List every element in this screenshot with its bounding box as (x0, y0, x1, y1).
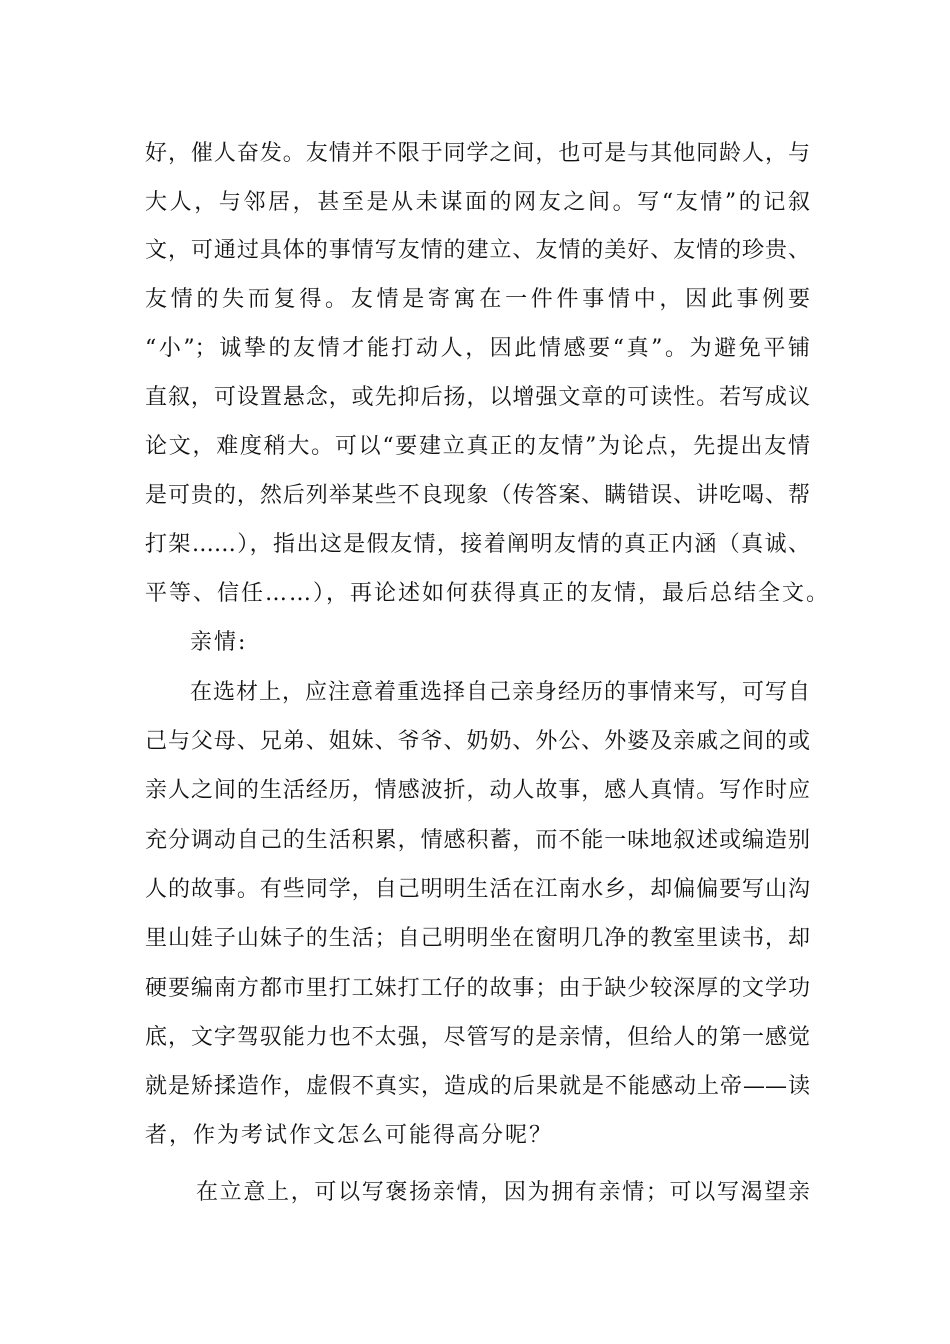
text-line-20: 就是矫揉造作，虚假不真实，造成的后果就是不能感动上帝——读 (145, 1074, 810, 1099)
text-line-18: 硬要编南方都市里打工妹打工仔的故事；由于缺少较深厚的文学功 (145, 976, 810, 1001)
text-line-4: 友情的失而复得。友情是寄寓在一件件事情中，因此事例要 (145, 287, 810, 312)
text-line-10: 平等、信任……），再论述如何获得真正的友情，最后总结全文。 (145, 581, 831, 606)
text-line-22: 在立意上，可以写褒扬亲情，因为拥有亲情；可以写渴望亲 (196, 1180, 810, 1205)
text-line-3: 文，可通过具体的事情写友情的建立、友情的美好、友情的珍贵、 (145, 238, 810, 263)
section-heading-kinship: 亲情: (190, 630, 248, 655)
text-line-21: 者，作为考试作文怎么可能得高分呢？ (145, 1123, 554, 1148)
text-line-5: “小”；诚挚的友情才能打动人，因此情感要“真”。为避免平铺 (145, 336, 810, 361)
text-line-17: 里山娃子山妹子的生活；自己明明坐在窗明几净的教室里读书，却 (145, 926, 810, 951)
text-line-2: 大人，与邻居，甚至是从未谋面的网友之间。写“友情”的记叙 (145, 190, 810, 215)
text-line-15: 充分调动自己的生活积累，情感积蓄，而不能一味地叙述或编造别 (145, 828, 810, 853)
text-line-1: 好，催人奋发。友情并不限于同学之间，也可是与其他同龄人，与 (145, 141, 810, 166)
text-line-6: 直叙，可设置悬念，或先抑后扬，以增强文章的可读性。若写成议 (145, 385, 810, 410)
text-line-13: 己与父母、兄弟、姐妹、爷爷、奶奶、外公、外婆及亲戚之间的或 (145, 729, 810, 754)
text-line-14: 亲人之间的生活经历，情感波折，动人故事，感人真情。写作时应 (145, 778, 810, 803)
text-line-12: 在选材上，应注意着重选择自己亲身经历的事情来写，可写自 (190, 680, 810, 705)
text-line-7: 论文，难度稍大。可以“要建立真正的友情”为论点，先提出友情 (145, 434, 810, 459)
text-line-19: 底，文字驾驭能力也不太强，尽管写的是亲情，但给人的第一感觉 (145, 1025, 810, 1050)
text-line-8: 是可贵的，然后列举某些不良现象（传答案、瞒错误、讲吃喝、帮 (145, 483, 810, 508)
text-line-16: 人的故事。有些同学，自己明明生活在江南水乡，却偏偏要写山沟 (145, 877, 810, 902)
text-line-9: 打架……），指出这是假友情，接着阐明友情的真正内涵（真诚、 (145, 532, 810, 557)
